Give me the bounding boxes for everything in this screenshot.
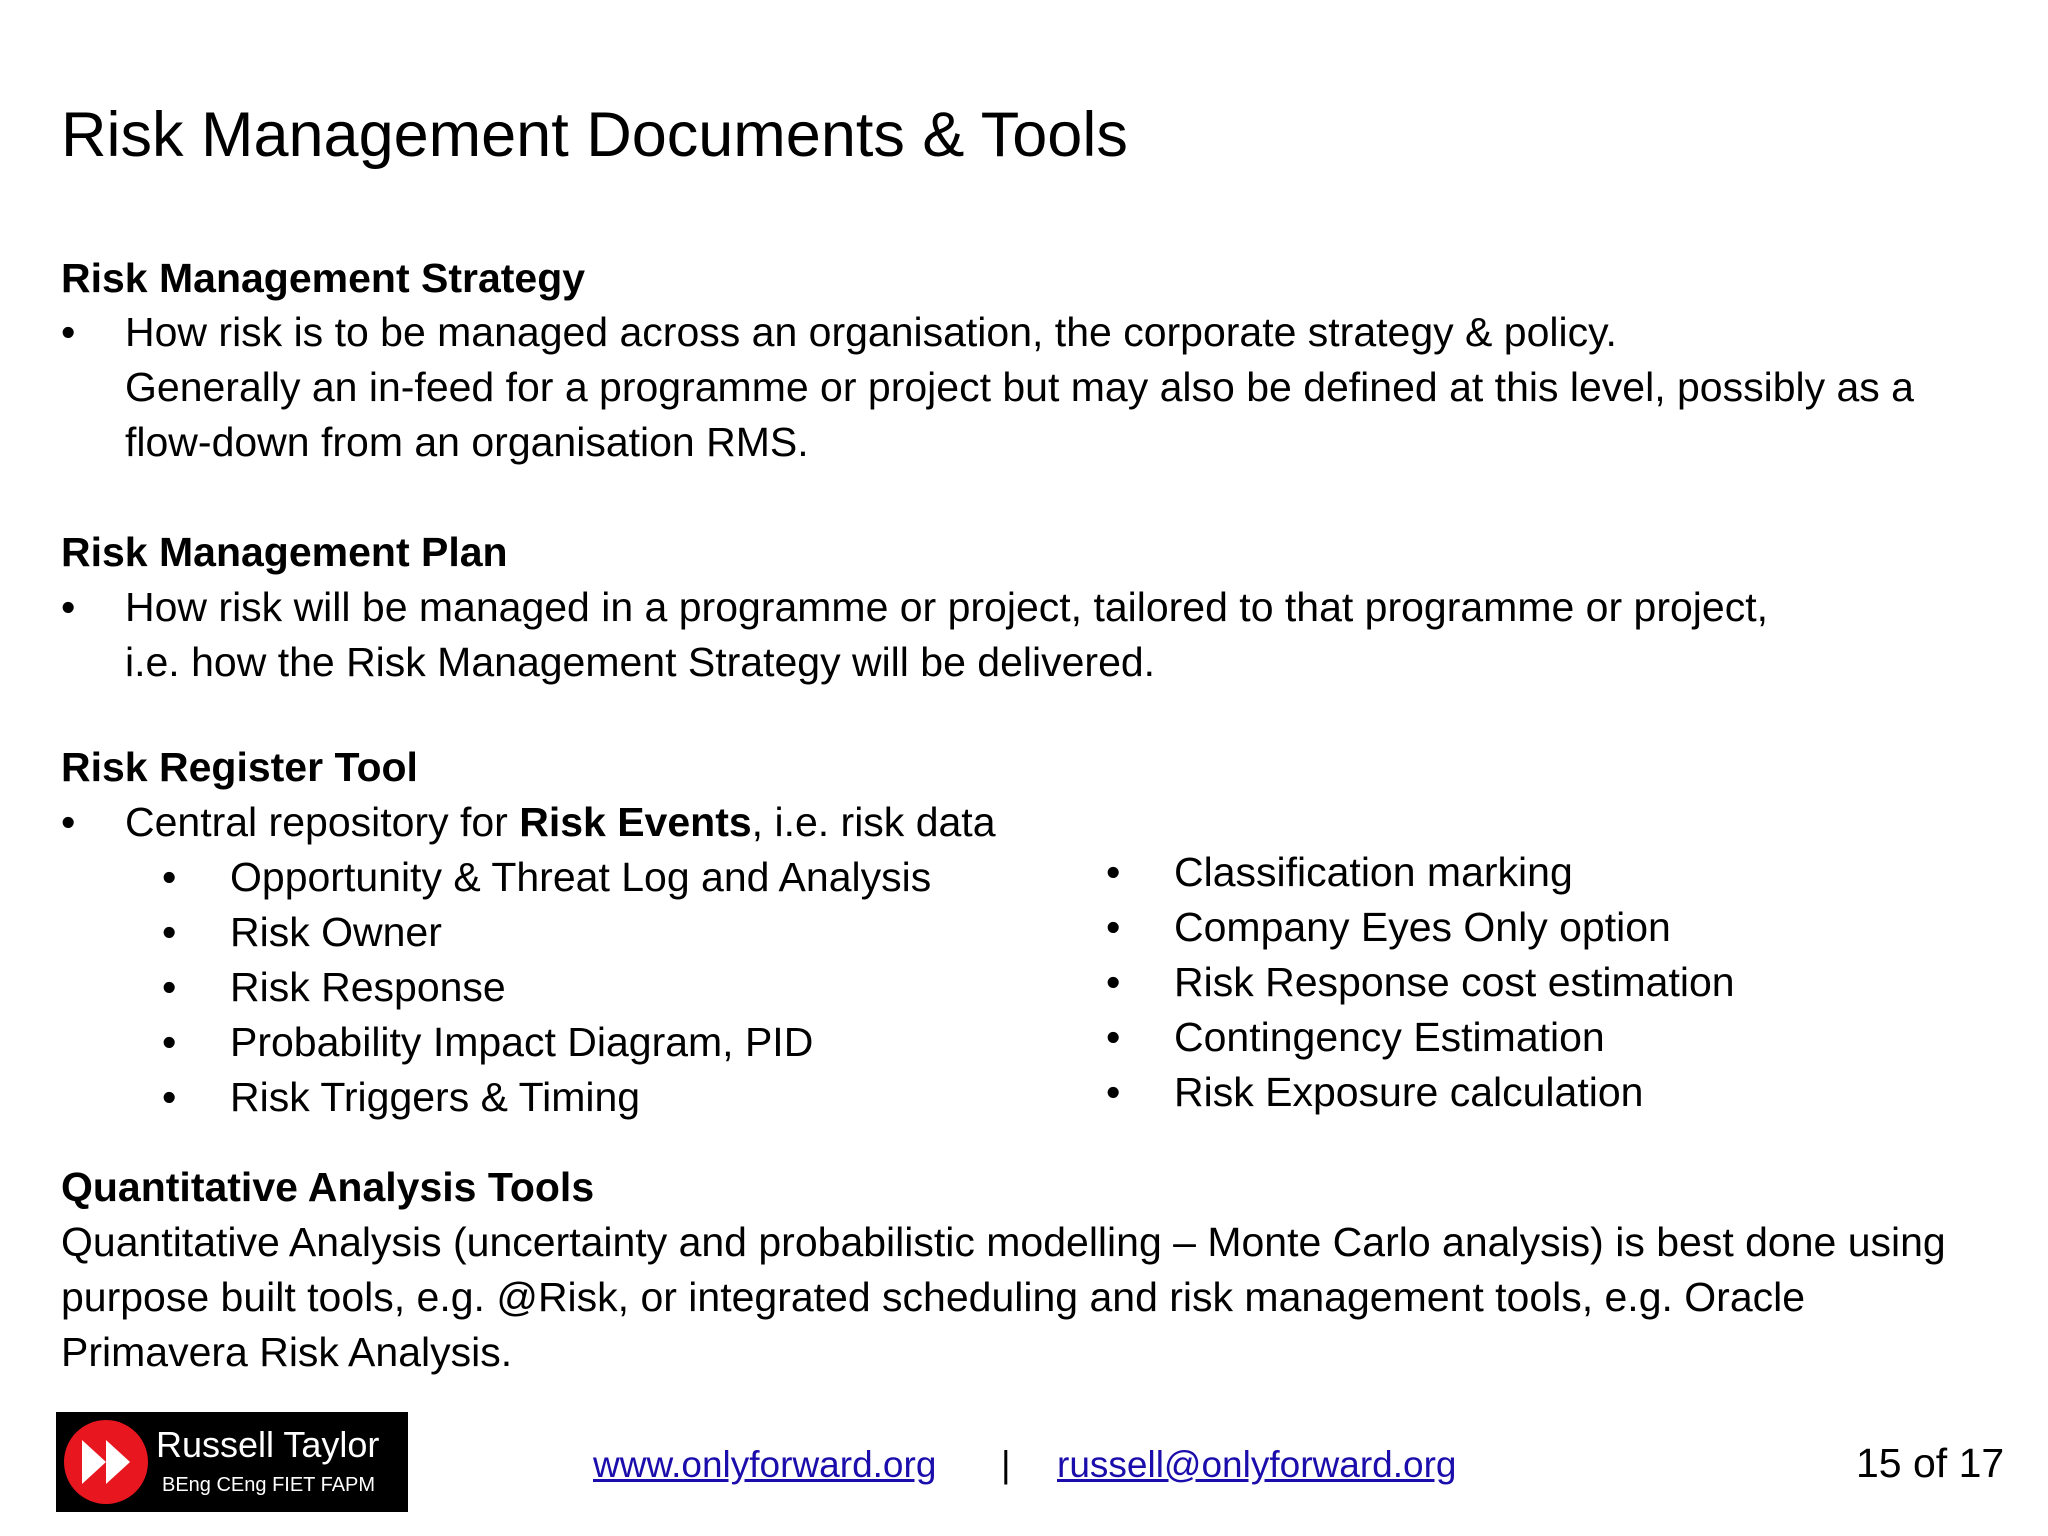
register-intro-prefix: Central repository for bbox=[125, 799, 520, 845]
logo-name: Russell Taylor bbox=[156, 1424, 380, 1465]
list-item: • Risk Response bbox=[162, 960, 506, 1015]
logo-credentials: BEng CEng FIET FAPM bbox=[162, 1474, 376, 1496]
plan-line: i.e. how the Risk Management Strategy will be delivered. bbox=[125, 639, 1156, 685]
footer-separator: | bbox=[1001, 1444, 1011, 1485]
section-heading-register: Risk Register Tool bbox=[61, 744, 418, 790]
quant-line: purpose built tools, e.g. @Risk, or integrated scheduling and risk management tools, e.g. Oracle bbox=[61, 1274, 1806, 1320]
quant-line: Quantitative Analysis (uncertainty and probabilistic modelling – Monte Carlo analysis) is best done using bbox=[61, 1219, 1946, 1265]
section-heading-quant: Quantitative Analysis Tools bbox=[61, 1164, 595, 1210]
footer-logo bbox=[56, 1412, 408, 1512]
register-intro-suffix: , i.e. risk data bbox=[751, 799, 996, 845]
quant-line: Primavera Risk Analysis. bbox=[61, 1329, 513, 1375]
bullet-icon: • bbox=[162, 909, 177, 955]
bullet-icon: • bbox=[61, 584, 76, 630]
section-heading-plan: Risk Management Plan bbox=[61, 529, 508, 575]
email-link[interactable]: russell@onlyforward.org bbox=[1057, 1444, 1457, 1485]
list-item: • Opportunity & Threat Log and Analysis bbox=[162, 850, 931, 905]
page-title: Risk Management Documents & Tools bbox=[61, 100, 1128, 170]
bullet-icon: • bbox=[162, 964, 177, 1010]
section-heading-strategy: Risk Management Strategy bbox=[61, 255, 586, 301]
bullet-icon: • bbox=[162, 1074, 177, 1120]
bullet-icon: • bbox=[1106, 959, 1121, 1005]
list-item: • Company Eyes Only option bbox=[1106, 900, 1671, 955]
list-item: • Risk Owner bbox=[162, 905, 442, 960]
bullet-icon: • bbox=[162, 1019, 177, 1065]
list-item: • Risk Exposure calculation bbox=[1106, 1065, 1643, 1120]
strategy-line: flow-down from an organisation RMS. bbox=[125, 419, 809, 465]
register-intro-bold: Risk Events bbox=[519, 799, 752, 845]
plan-line: How risk will be managed in a programme or project, tailored to that programme or project, bbox=[125, 584, 1768, 630]
bullet-icon: • bbox=[61, 309, 76, 355]
page-number: 15 of 17 bbox=[1856, 1440, 2005, 1486]
website-link[interactable]: www.onlyforward.org bbox=[593, 1444, 937, 1485]
bullet-icon: • bbox=[1106, 1069, 1121, 1115]
bullet-icon: • bbox=[1106, 1014, 1121, 1060]
list-item: • Classification marking bbox=[1106, 845, 1573, 900]
list-item: • Contingency Estimation bbox=[1106, 1010, 1605, 1065]
strategy-line: Generally an in-feed for a programme or project but may also be defined at this level, possibly as a bbox=[125, 364, 1914, 410]
bullet-icon: • bbox=[162, 854, 177, 900]
list-item: • Risk Response cost estimation bbox=[1106, 955, 1735, 1010]
strategy-line: How risk is to be managed across an organisation, the corporate strategy & policy. bbox=[125, 309, 1617, 355]
list-item: • Probability Impact Diagram, PID bbox=[162, 1015, 813, 1070]
bullet-icon: • bbox=[61, 799, 76, 845]
list-item: • Risk Triggers & Timing bbox=[162, 1070, 640, 1125]
bullet-icon: • bbox=[1106, 849, 1121, 895]
fast-forward-icon bbox=[64, 1420, 148, 1504]
bullet-icon: • bbox=[1106, 904, 1121, 950]
register-intro bbox=[125, 795, 996, 850]
